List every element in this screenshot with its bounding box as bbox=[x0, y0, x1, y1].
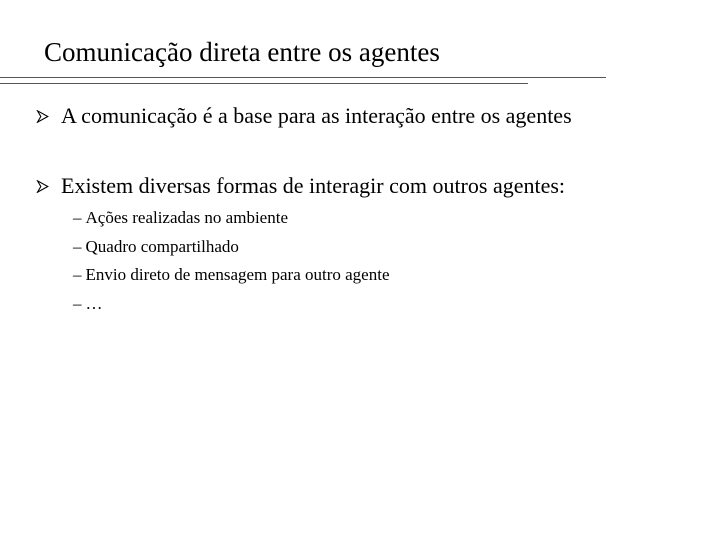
bullet-item bbox=[36, 101, 572, 131]
sub-bullet-list bbox=[73, 204, 390, 318]
sub-bullet-text: Quadro compartilhado bbox=[85, 236, 239, 256]
bullet-text: Existem diversas formas de interagir com outros agentes: bbox=[61, 173, 566, 198]
arrow-bullet-icon bbox=[36, 110, 49, 123]
title-divider-top bbox=[0, 77, 606, 78]
title-divider-bottom bbox=[0, 83, 528, 84]
sub-bullet-text: Envio direto de mensagem para outro agente bbox=[85, 265, 390, 284]
dash-marker: – bbox=[73, 293, 82, 313]
sub-bullet-item bbox=[73, 204, 390, 233]
bullet-item bbox=[36, 171, 565, 201]
bullet-text: A comunicação é a base para as interação entre os agentes bbox=[61, 103, 572, 128]
dash-marker: – bbox=[73, 208, 82, 227]
sub-bullet-text: … bbox=[85, 293, 103, 313]
sub-bullet-item bbox=[73, 290, 390, 319]
sub-bullet-text: Ações realizadas no ambiente bbox=[85, 208, 288, 227]
dash-marker: – bbox=[73, 265, 82, 284]
sub-bullet-item bbox=[73, 233, 390, 262]
dash-marker: – bbox=[73, 236, 82, 256]
arrow-bullet-icon bbox=[36, 180, 49, 193]
slide-title: Comunicação direta entre os agentes bbox=[44, 37, 440, 67]
sub-bullet-item bbox=[73, 261, 390, 290]
